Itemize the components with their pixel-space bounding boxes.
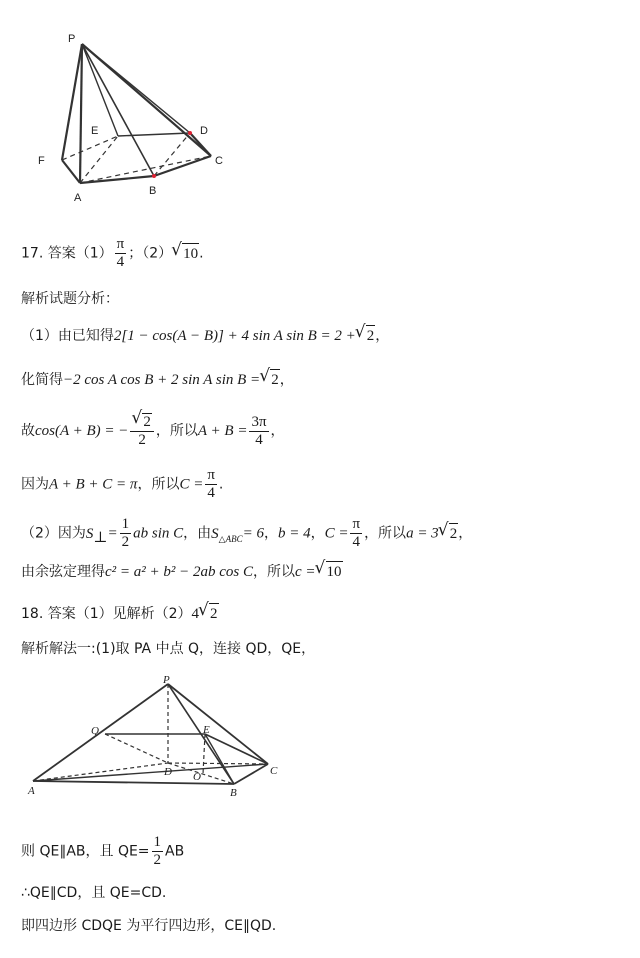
expression: −2 cos A cos B + 2 sin A sin B =	[63, 372, 261, 388]
q18-answer-header	[21, 603, 219, 624]
q17-header-mid: ；（2）	[128, 245, 173, 262]
radicand: 2	[143, 414, 151, 430]
numerator: π	[116, 236, 125, 252]
line-prefix: 故	[21, 423, 35, 439]
expression-2: A + B =	[197, 423, 248, 439]
label-q: Q	[91, 725, 99, 737]
s-subscript: △ABC	[218, 533, 243, 544]
fraction-pi-over-4	[115, 236, 127, 271]
comma: ，	[375, 328, 390, 344]
line-prefix: 则 QE∥AB，且 QE=	[21, 843, 150, 860]
q18-line-3: 即四边形 CDQE 为平行四边形，CE∥QD.	[21, 918, 277, 934]
point-d-mark	[188, 131, 192, 135]
q17-line-6	[21, 561, 343, 582]
q18-line-1	[21, 834, 184, 869]
radicand: 2	[366, 325, 376, 346]
area-symbol	[85, 525, 108, 546]
sqrt-2	[439, 523, 459, 544]
numerator: 1	[153, 834, 162, 850]
b-value: b = 4	[277, 525, 311, 542]
line-suffix: AB	[165, 843, 185, 860]
label-c: C	[270, 765, 278, 777]
line-prefix: 化简得	[21, 372, 63, 388]
comma: ，	[458, 525, 473, 542]
pyramid-figure-2	[0, 670, 640, 810]
c-value: c =	[295, 564, 316, 580]
sqrt-2	[356, 325, 376, 346]
fraction-one-half	[120, 516, 132, 551]
line-prefix: 因为	[21, 476, 49, 493]
label-d: D	[164, 766, 172, 778]
sqrt-10	[172, 243, 199, 264]
denominator: 4	[255, 431, 263, 448]
line-mid: ，由	[183, 525, 212, 542]
q17-answer-header	[21, 236, 204, 271]
label-e: E	[203, 724, 210, 736]
s-subscript: ⊥	[93, 529, 108, 546]
expression: 2[1 − cos(A − B)] + 4 sin A sin B = 2 +	[113, 328, 356, 344]
q17-line-3	[21, 413, 285, 449]
numerator: 3π	[251, 413, 267, 430]
q17-header-prefix: 17. 答案（1）	[21, 245, 113, 262]
line-mid: ，所以	[253, 564, 296, 580]
radicand: 2	[449, 523, 459, 544]
q18-header-prefix: 18. 答案（1）见解析（2）	[21, 606, 192, 622]
radicand: 2	[209, 603, 219, 624]
q18-method-line: 解析解法一:(1)取 PA 中点 Q，连接 QD，QE，	[21, 641, 316, 657]
comma: ，	[263, 525, 278, 542]
expression: cos(A + B) = −	[35, 423, 129, 439]
fraction-pi-over-4	[205, 467, 217, 502]
label-p: P	[163, 674, 170, 686]
q17-line-4	[21, 467, 223, 502]
line-so: ，所以	[364, 525, 407, 542]
comma: ，	[270, 423, 285, 439]
numerator: π	[207, 467, 215, 483]
radicand: 2	[270, 369, 280, 390]
label-f: F	[38, 155, 45, 167]
expression-2: = 6	[242, 525, 264, 542]
radicand: 10	[326, 561, 343, 582]
q18-line-2: ∴QE∥CD，且 QE=CD.	[21, 885, 167, 901]
expression: ab sin C	[133, 525, 184, 542]
numerator: 1	[121, 516, 130, 532]
fraction-sqrt2-over-2	[130, 413, 154, 449]
label-b: B	[149, 185, 157, 197]
denominator: 2	[138, 432, 146, 448]
label-o: O	[193, 771, 201, 783]
q17-line-5	[21, 516, 472, 551]
line-prefix: 由余弦定理得	[21, 564, 105, 580]
expression-2: C =	[179, 476, 204, 493]
q17-line-1	[21, 325, 389, 346]
denominator: 4	[352, 534, 361, 550]
denominator: 4	[207, 485, 215, 501]
line-mid: ，所以	[137, 476, 180, 493]
sqrt-2	[199, 603, 219, 624]
label-a: A	[74, 192, 82, 204]
fraction-pi-over-4	[350, 516, 362, 551]
line-mid: ，所以	[155, 423, 198, 439]
q17-line-2	[21, 369, 294, 390]
label-p: P	[68, 33, 76, 45]
fraction-3pi-over-4	[249, 414, 268, 449]
denominator: 2	[121, 534, 130, 550]
comma: ，	[279, 372, 294, 388]
s-symbol: S	[211, 525, 219, 542]
a-value: a = 3	[406, 525, 439, 542]
label-a: A	[28, 785, 35, 797]
denominator: 4	[116, 254, 125, 270]
point-b-mark	[152, 174, 156, 178]
radicand: 10	[182, 243, 199, 264]
line-prefix: （2）因为	[21, 525, 86, 542]
area-abc-symbol	[211, 526, 242, 542]
period: .	[218, 476, 224, 493]
s-symbol: S	[85, 525, 94, 542]
label-c: C	[215, 155, 223, 167]
label-b: B	[230, 787, 237, 799]
sqrt-2	[260, 369, 280, 390]
comma: ，	[310, 525, 325, 542]
equals: =	[107, 525, 118, 542]
expression: c² = a² + b² − 2ab cos C	[105, 564, 254, 580]
denominator: 2	[153, 852, 162, 868]
fraction-one-half	[152, 834, 164, 869]
pyramid-figure-1	[0, 0, 640, 215]
line-prefix: （1）由已知得	[21, 328, 114, 344]
coefficient: 4	[191, 606, 200, 622]
c-angle: C =	[324, 525, 349, 542]
label-e: E	[91, 125, 99, 137]
period: .	[199, 245, 204, 262]
expression: A + B + C = π	[49, 476, 138, 493]
label-d: D	[200, 125, 208, 137]
q17-analysis-title: 解析试题分析：	[21, 291, 119, 307]
sqrt-10	[316, 561, 343, 582]
numerator: π	[352, 516, 361, 532]
